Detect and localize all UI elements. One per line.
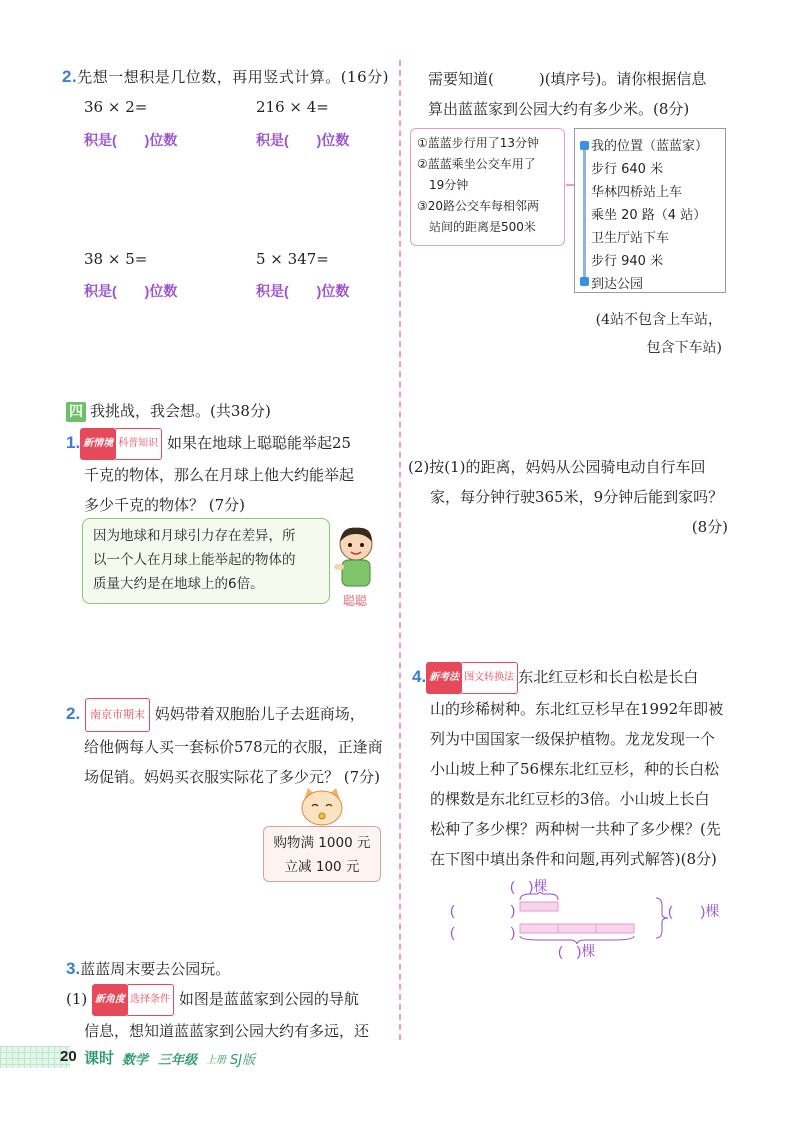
p1-hint-box [82,518,330,604]
p3-text: 蓝蓝周末要去公园玩。 [80,960,231,978]
promo-line: 购物满 1000 元 [273,835,371,851]
bar-row2-seg3 [596,924,634,933]
note-line: (4站不包含上车站， [595,312,722,328]
info-line: 19分钟 [417,178,469,192]
p4-block [412,662,732,874]
connector-line [566,184,574,186]
q2-heading [62,66,389,87]
brand-logo: 课时 [84,1049,115,1067]
promo-line: 立减 100 元 [284,859,360,875]
q2-text: 先想一想积是几位数，再用竖式计算。(16分) [77,68,389,86]
segment-diagram [510,892,670,944]
tag-new: 新考法 [426,662,462,694]
nav-line: 乘坐 20 路（4 站） [591,208,707,223]
nav-note [590,306,722,362]
nav-box [574,128,726,293]
page-number: 20 [60,1048,77,1065]
expr-2: 216 × 4= [256,98,329,116]
hint-1: 积是( )位数 [84,132,178,148]
tag-new: 新情境 [80,428,116,460]
info-line: ②蓝蓝乘坐公交车用了 [417,157,536,171]
diagram-bottom-label: ( )棵 [558,943,596,959]
diagram-top-label: ( )棵 [510,878,548,894]
character-name: 聪聪 [343,594,368,608]
promo-box [263,826,381,882]
tag-sub: 选择条件 [126,984,174,1016]
nav-line: 步行 640 米 [591,162,664,177]
p2-number: 2. [66,704,81,723]
p3-cont-line1: 需要知道( )(填序号)。请你根据信息 [428,70,707,88]
page-footer [0,1042,800,1070]
hint-2: 积是( )位数 [256,132,350,148]
q2-number: 2. [62,67,78,86]
p4-number: 4. [412,667,427,686]
hint-line: 以一个人在月球上能举起的物体的 [93,552,296,568]
nav-line: 华林四桥站上车 [591,185,683,200]
footer-subject: 数学 [122,1053,149,1068]
footer-edition: SJ版 [230,1053,256,1068]
hint-line: 因为地球和月球引力存在差异，所 [93,528,296,544]
diagram-right-label: ( )棵 [668,903,720,919]
tag-sub: 科普知识 [114,428,162,460]
footer-grade: 三年级 [158,1053,198,1068]
hint-3: 积是( )位数 [84,283,178,299]
p3-2-line2: 家，每分钟行驶365米，9分钟后能到家吗？ [430,488,724,506]
nav-line: 我的位置（蓝蓝家） [591,139,709,154]
nav-route-line [583,143,586,283]
note-line: 包含下车站) [646,340,722,356]
section-heading [66,400,271,422]
p1-line2: 千克的物体，那么在月球上他大约能举起 [84,466,355,484]
p1-block [66,428,386,520]
p4-line7: 在下图中填出条件和问题,再列式解答)(8分) [430,850,717,868]
section-title: 我挑战，我会想。(共38分) [90,402,271,420]
end-dot-icon [580,277,589,286]
column-divider [399,60,401,1040]
p1-line1: 如果在地球上聪聪能举起25 [166,434,352,452]
p3-2-line1: (2)按(1)的距离，妈妈从公园骑电动自行车回 [408,458,706,476]
footer-volume: 上册 [206,1055,226,1066]
diagram-row2-label: ( ) [450,924,516,940]
bar-row2-seg2 [558,924,596,933]
bar-row2-seg1 [520,924,558,933]
p2-block [66,698,396,792]
p2-line2: 给他俩每人买一套标价578元的衣服，正逢商 [84,738,383,756]
p3-number: 3. [66,959,81,978]
p2-line1: 妈妈带着双胞胎儿子去逛商场， [154,705,365,723]
top-brace [520,892,558,900]
p4-line6: 松种了多少棵？两种树一共种了多少棵？(先 [430,820,721,838]
p4-line3: 列为中国国家一级保护植物。龙龙发现一个 [430,730,716,748]
p3-block [66,954,396,1046]
info-line: ①蓝蓝步行用了13分钟 [417,136,540,150]
tag-sub: 图文转换法 [460,662,518,694]
nav-line: 卫生厅站下车 [591,231,670,246]
p3-cont-block [428,64,748,124]
p3-sub1-label: (1) [66,990,88,1008]
character-illustration [330,524,382,594]
p3-line1: 如图是蓝蓝家到公园的导航 [178,990,359,1008]
expr-3: 38 × 5= [84,250,148,268]
p4-line4: 小山坡上种了56棵东北红豆杉，种的长白松 [430,760,720,778]
p3-line2: 信息，想知道蓝蓝家到公园大约有多远，还 [84,1022,370,1040]
info-box [410,128,565,246]
info-line: 站间的距离是500米 [417,220,536,234]
p3-cont-line2: 算出蓝蓝家到公园大约有多少米。(8分) [428,100,690,118]
section-badge: 四 [66,402,86,422]
bottom-brace [520,936,634,944]
p1-line3: 多少千克的物体？ (7分) [84,496,246,514]
diagram-row1-label: ( ) [450,902,516,918]
cat-illustration [296,786,348,828]
p3-2-line3: (8分) [691,518,728,536]
bar-row1 [520,902,558,911]
nav-line: 到达公园 [591,277,644,292]
p4-line5: 的棵数是东北红豆杉的3倍。小山坡上长白 [430,790,710,808]
p1-number: 1. [66,433,81,452]
expr-4: 5 × 347= [256,250,329,268]
tag-new: 新角度 [92,984,128,1016]
info-line: ③20路公交车每相邻两 [417,199,540,213]
tag-city: 南京市期末 [85,698,150,732]
right-brace [656,898,668,938]
expr-1: 36 × 2= [84,98,148,116]
p3-2-block [408,452,728,542]
p4-line1: 东北红豆杉和长白松是长白 [518,668,699,686]
p2-line3: 场促销。妈妈买衣服实际花了多少元？ (7分) [84,768,381,786]
hint-line: 质量大约是在地球上的6倍。 [93,576,264,592]
p4-line2: 山的珍稀树种。东北红豆杉早在1992年即被 [430,700,724,718]
hint-4: 积是( )位数 [256,283,350,299]
start-dot-icon [580,141,589,150]
nav-line: 步行 940 米 [591,254,664,269]
